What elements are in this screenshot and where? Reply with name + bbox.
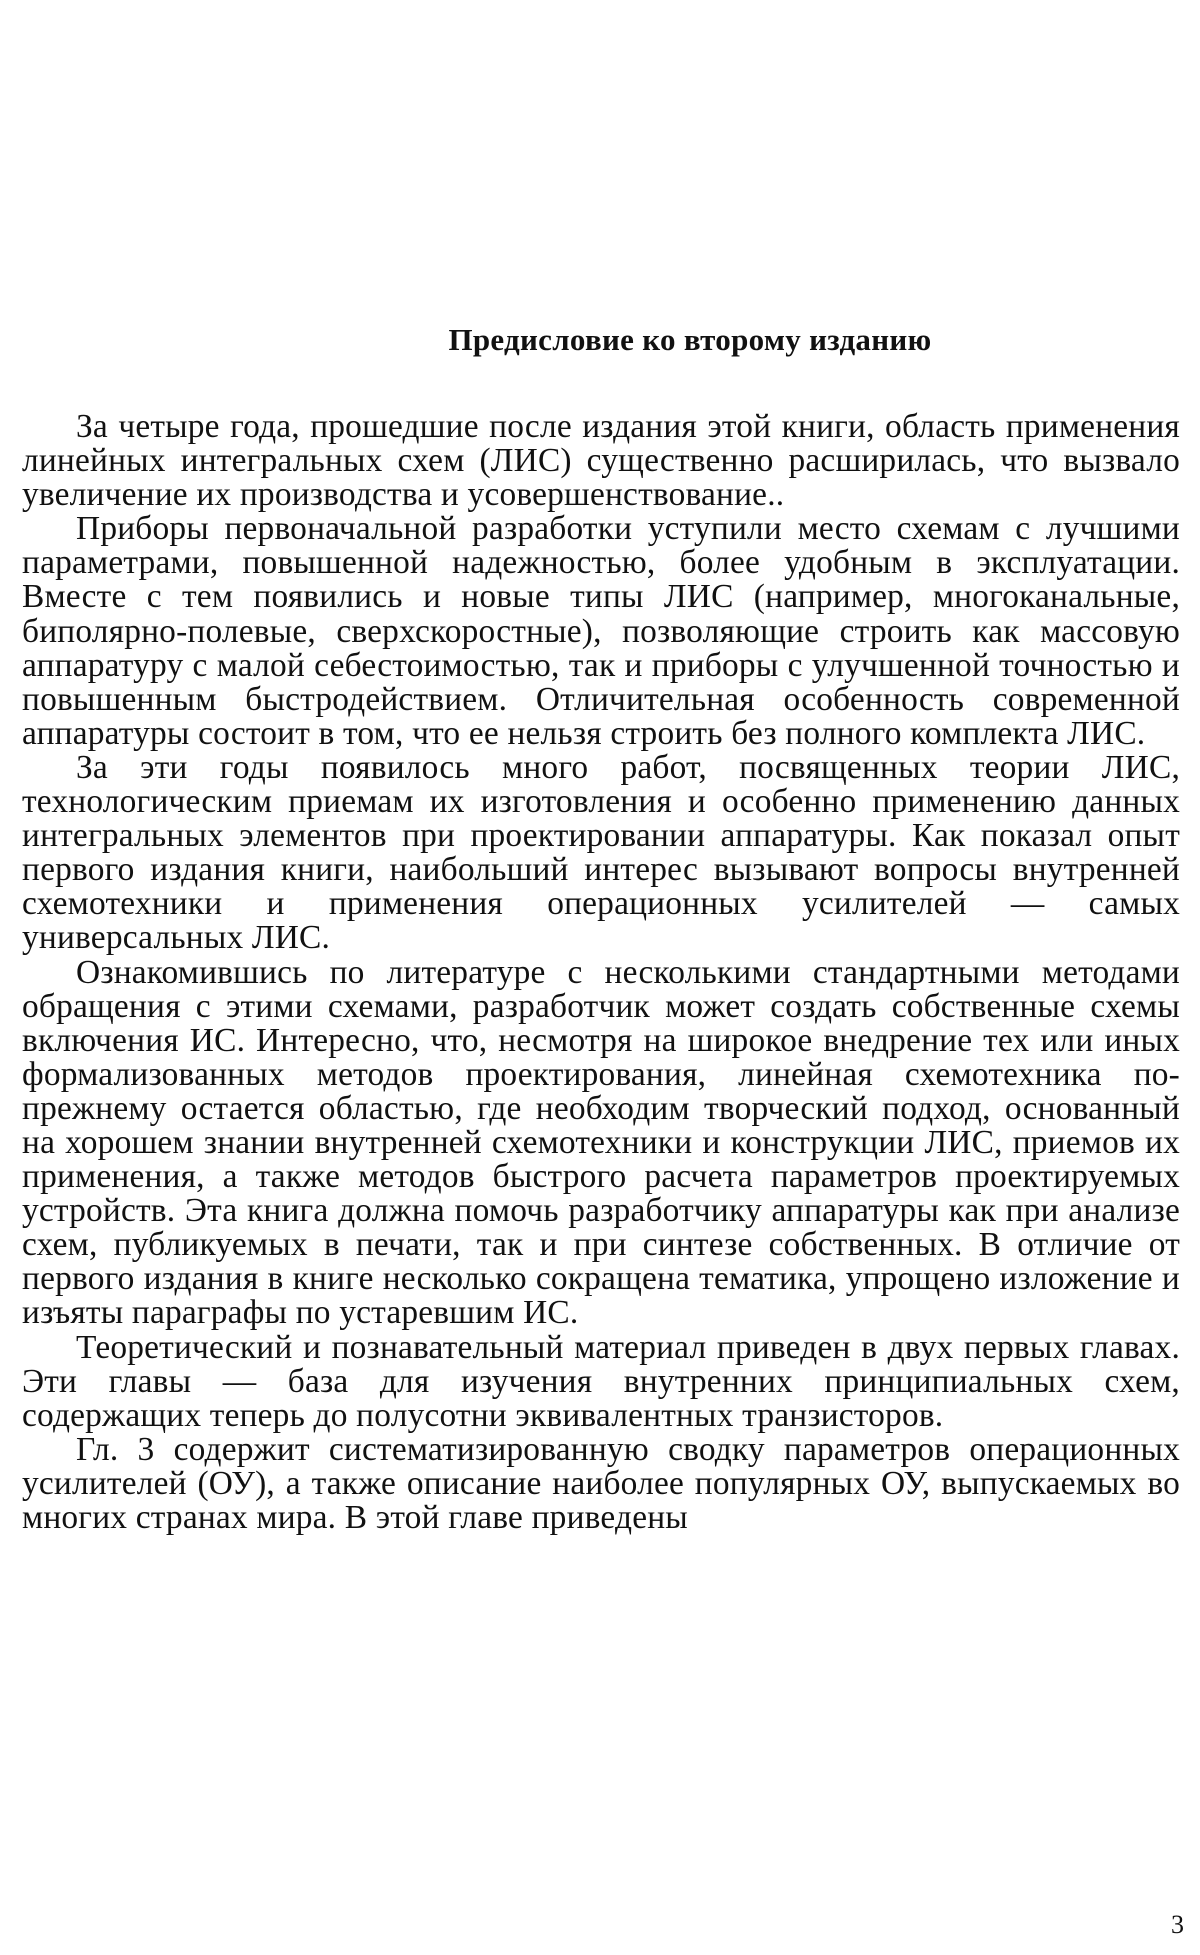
- paragraph: За четыре года, прошедшие после издания этой книги, область применения линейных интегральных схем (ЛИС) существенно расширилась, что вызвало увеличение их производства и усовершенствование..: [22, 408, 1180, 514]
- page-title: Предисловие ко второму изданию: [448, 322, 932, 357]
- paragraph: Приборы первоначальной разработки уступили место схемам с лучшими параметрами, повышенной надежностью, более удобным в эксплуатации. Вместе с тем появились и новые типы ЛИС (например, многоканальные, биполярно-полевые, сверхскоростные), позволяющие строить как массовую аппаратуру с малой себестоимостью, так и приборы с улучшенной точностью и повышенным быстродействием. Отличительная особенность современной аппаратуры состоит в том, что ее нельзя строить без полного комплекта ЛИС.: [22, 510, 1180, 752]
- paragraph: Гл. 3 содержит систематизированную сводку параметров операционных усилителей (ОУ), а также описание наиболее популярных ОУ, выпускаемых во многих странах мира. В этой главе приведены: [22, 1430, 1180, 1536]
- paragraph: Теоретический и познавательный материал приведен в двух первых главах. Эти главы — база для изучения внутренних принципиальных схем, содержащих теперь до полусотни эквивалентных транзисторов.: [22, 1328, 1180, 1434]
- page-number: 3: [1171, 1910, 1184, 1939]
- paragraph: Ознакомившись по литературе с несколькими стандартными методами обращения с этими схемами, разработчик может создать собственные схемы включения ИС. Интересно, что, несмотря на широкое внедрение тех или иных формализованных методов проектирования, линейная схемотехника по-прежнему остается областью, где необходим творческий подход, основанный на хорошем знании внутренней схемотехники и конструкции ЛИС, приемов их применения, а также методов быстрого расчета параметров проектируемых устройств. Эта книга должна помочь разработчику аппаратуры как при анализе схем, публикуемых в печати, так и при синтезе собственных. В отличие от первого издания в книге несколько сокращена тематика, упрощено изложение и изъяты параграфы по устаревшим ИС.: [22, 953, 1180, 1332]
- paragraph: За эти годы появилось много работ, посвященных теории ЛИС, технологическим приемам их изготовления и особенно применению данных интегральных элементов при проектировании аппаратуры. Как показал опыт первого издания книги, наибольший интерес вызывают вопросы внутренней схемотехники и применения операционных усилителей — самых универсальных ЛИС.: [22, 748, 1180, 957]
- body-text: [22, 410, 1180, 1535]
